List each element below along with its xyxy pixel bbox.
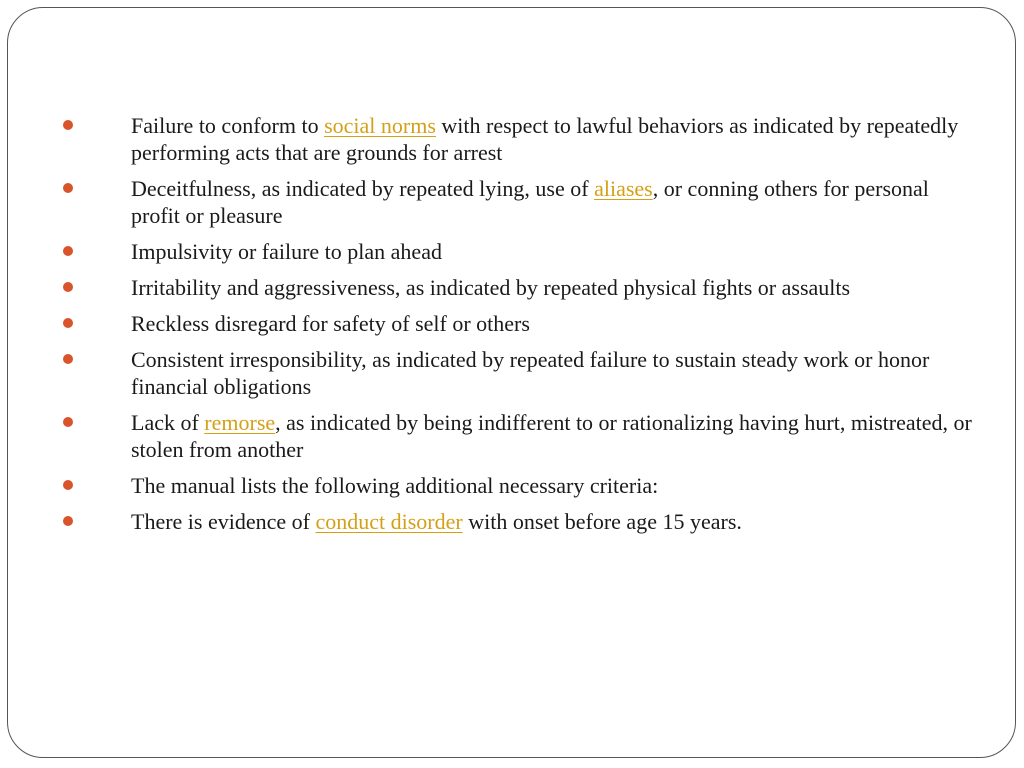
bullet-text: Consistent irresponsibility, as indicated by repeated failure to sustain steady work or honor financial obligations (131, 347, 930, 399)
bullet-text: Impulsivity or failure to plan ahead (131, 239, 442, 264)
bullet-dot-icon (63, 120, 73, 130)
bullet-list (8, 112, 1017, 544)
bullet-text: Failure to conform to (131, 113, 325, 138)
link-conduct-disorder[interactable]: conduct disorder (315, 509, 463, 534)
bullet-text: with onset before age 15 years. (462, 509, 742, 534)
slide-frame (7, 7, 1016, 758)
bullet-item (8, 175, 1017, 229)
bullet-dot-icon (63, 282, 73, 292)
bullet-text: Deceitfulness, as indicated by repeated lying, use of (131, 176, 595, 201)
bullet-item (8, 346, 1017, 400)
bullet-dot-icon (63, 516, 73, 526)
bullet-item (8, 508, 1017, 535)
link-remorse[interactable]: remorse (204, 410, 276, 435)
bullet-item (8, 238, 1017, 265)
bullet-item (8, 274, 1017, 301)
bullet-text: Lack of (131, 410, 205, 435)
link-aliases[interactable]: aliases (594, 176, 653, 201)
bullet-text: There is evidence of (131, 509, 316, 534)
bullet-text: Reckless disregard for safety of self or others (131, 311, 530, 336)
bullet-item (8, 112, 1017, 166)
bullet-dot-icon (63, 318, 73, 328)
bullet-dot-icon (63, 417, 73, 427)
bullet-dot-icon (63, 246, 73, 256)
bullet-text: , or conning others for personal profit or pleasure (131, 176, 929, 228)
bullet-dot-icon (63, 480, 73, 490)
bullet-text: with respect to lawful behaviors as indicated by repeatedly performing acts that are grounds for arrest (131, 113, 959, 165)
bullet-dot-icon (63, 354, 73, 364)
bullet-item (8, 472, 1017, 499)
link-social-norms[interactable]: social norms (324, 113, 436, 138)
bullet-text: The manual lists the following additional necessary criteria: (131, 473, 659, 498)
bullet-item (8, 310, 1017, 337)
bullet-item (8, 409, 1017, 463)
bullet-text: , as indicated by being indifferent to or rationalizing having hurt, mistreated, or stolen from another (131, 410, 972, 462)
bullet-dot-icon (63, 183, 73, 193)
bullet-text: Irritability and aggressiveness, as indicated by repeated physical fights or assaults (131, 275, 851, 300)
